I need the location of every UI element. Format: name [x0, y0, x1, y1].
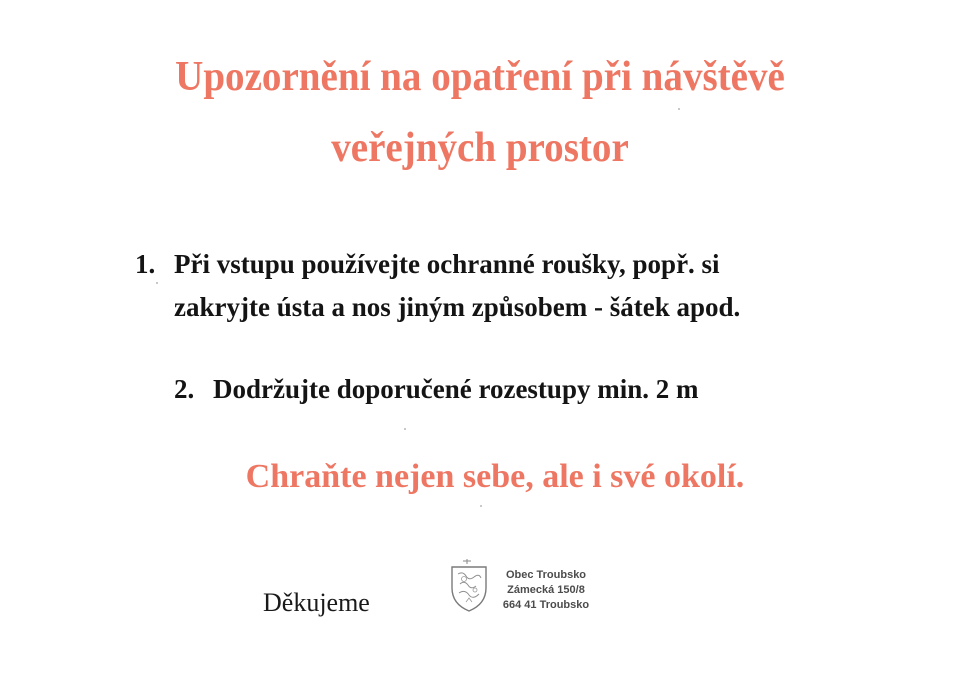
municipal-stamp: [496, 568, 596, 613]
scan-speck: [480, 505, 482, 507]
scan-speck: [156, 282, 158, 284]
instruction-text-2: Dodržujte doporučené rozestupy min. 2 m: [213, 374, 699, 404]
scan-speck: [404, 428, 406, 430]
slogan: Chraňte nejen sebe, ale i své okolí.: [245, 458, 745, 495]
notice-title-line-2: veřejných prostor: [331, 125, 629, 171]
notice-title-line-1: Upozornění na opatření při návštěvě: [175, 54, 785, 100]
coat-of-arms-icon: [446, 558, 492, 614]
stamp-line-2: Zámecká 150/8: [507, 584, 585, 596]
instruction-text-1-line-1: Při vstupu používejte ochranné roušky, popř. si: [174, 249, 720, 279]
stamp-line-1: Obec Troubsko: [505, 569, 587, 581]
instruction-number-1: 1.: [135, 249, 156, 279]
stamp-line-3: 664 41 Troubsko: [502, 599, 590, 611]
instruction-number-2: 2.: [174, 374, 195, 404]
instruction-text-1-line-2: zakryjte ústa a nos jiným způsobem - šátek apod.: [174, 292, 741, 322]
scan-speck: [678, 108, 680, 110]
thanks-text: Děkujeme: [263, 588, 370, 617]
